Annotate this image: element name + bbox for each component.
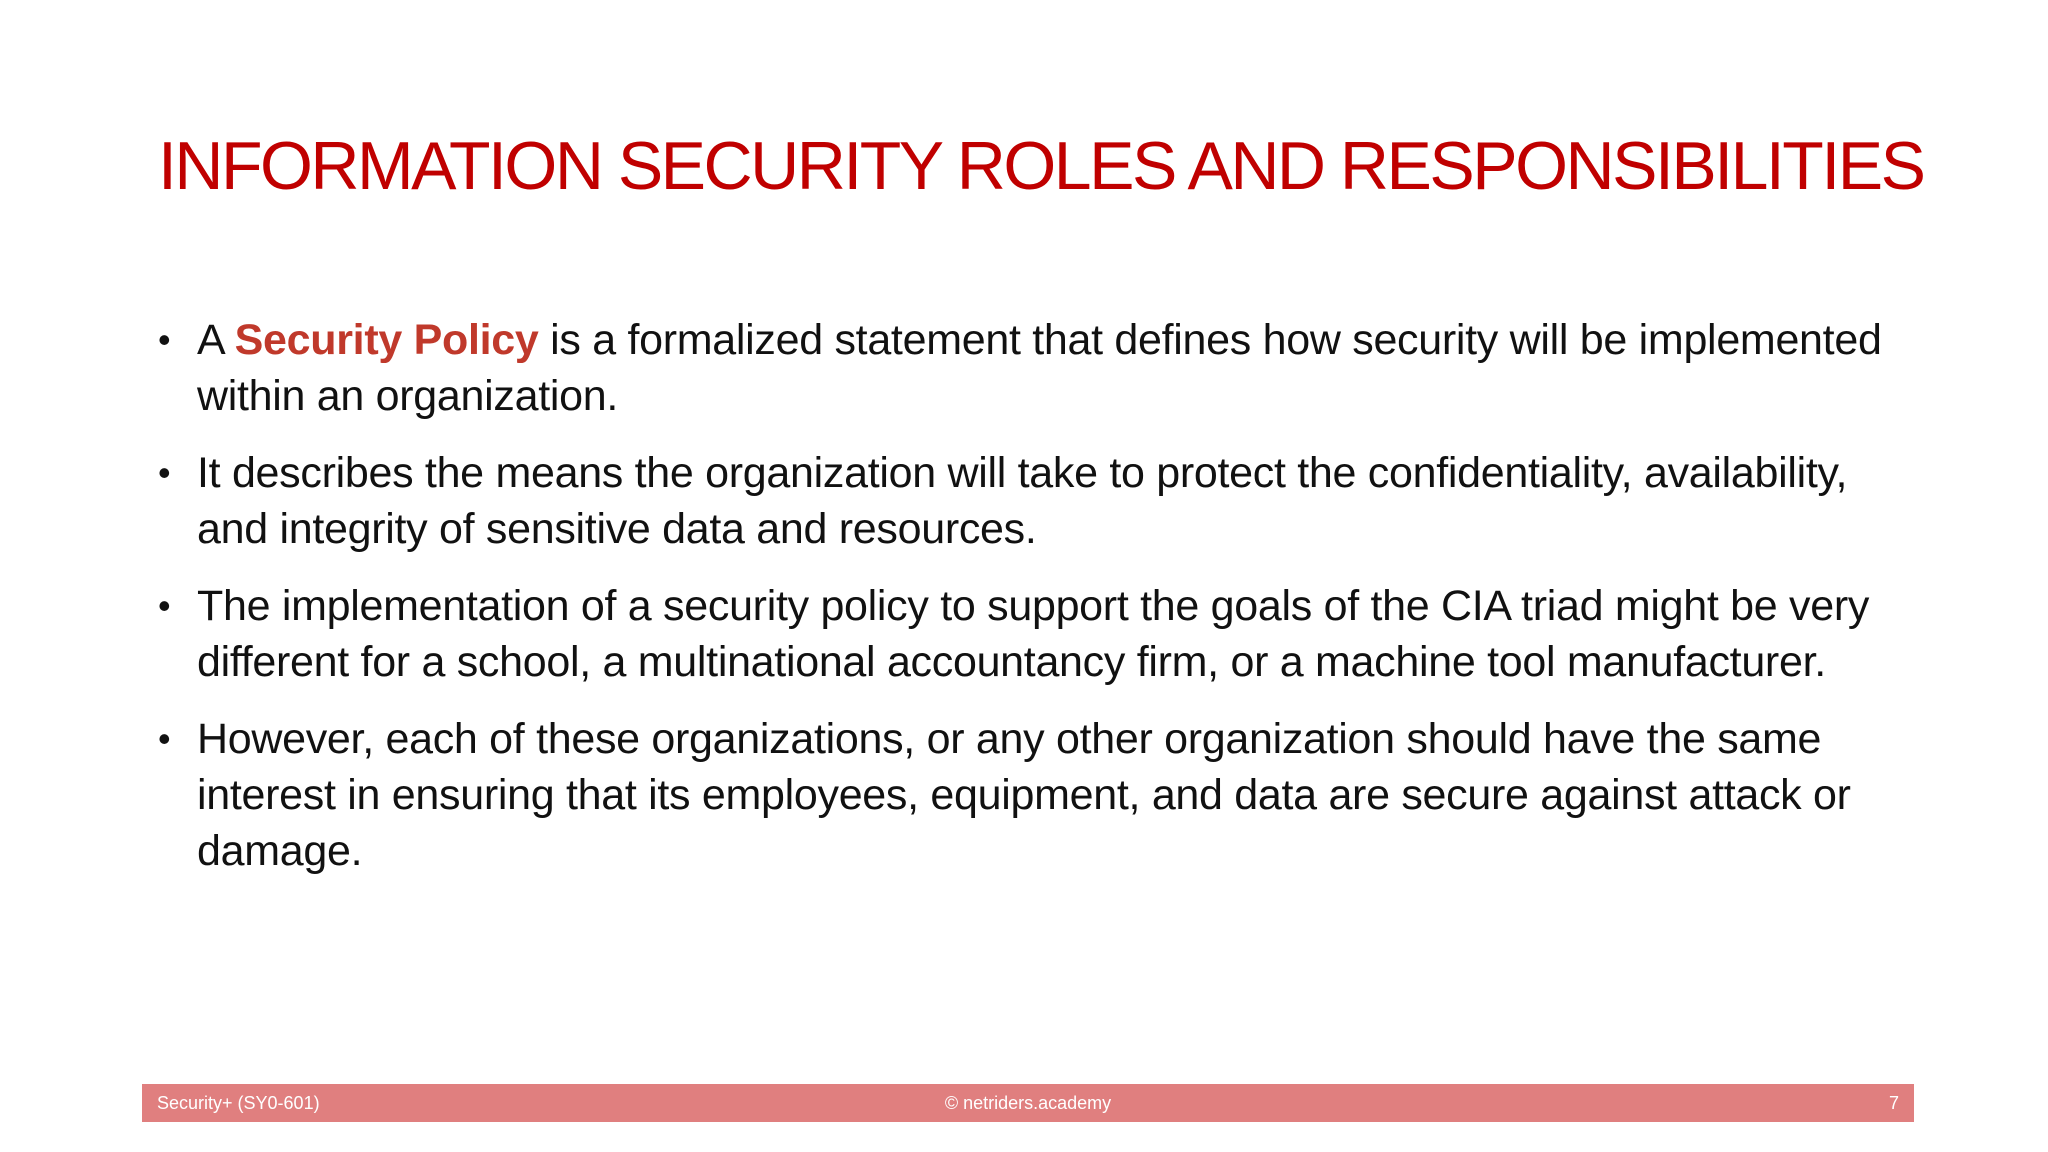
- bullet-item: [158, 445, 1918, 557]
- security-policy-term: Security Policy: [234, 316, 539, 364]
- footer-course-label: Security+ (SY0-601): [157, 1093, 320, 1113]
- bullet-dot: •: [158, 319, 171, 360]
- footer-bar: [142, 1084, 1914, 1122]
- bullet-dot: •: [158, 585, 171, 626]
- bullet-dot: •: [158, 452, 171, 493]
- footer-copyright: © netriders.academy: [944, 1093, 1112, 1113]
- bullet-text: The implementation of a security policy to support the goals of the CIA triad might be very different for a school, a multinational accountancy firm, or a machine tool manufacturer.: [197, 582, 1870, 686]
- footer-page-number: 7: [1888, 1093, 1899, 1113]
- bullet-text: It describes the means the organization will take to protect the confidentiality, availability, and integrity of sensitive data and resources.: [197, 449, 1848, 553]
- bullet-text: is a formalized statement that defines how security will be implemented within an organization.: [197, 316, 1882, 420]
- bullet-dot: •: [158, 718, 171, 759]
- bullet-item: [158, 711, 1918, 879]
- bullet-text: However, each of these organizations, or any other organization should have the same interest in ensuring that its employees, equipment, and data are secure against attack or damage.: [197, 715, 1851, 875]
- bullet-list: [158, 312, 1918, 900]
- bullet-item: [158, 578, 1918, 690]
- bullet-item: [158, 312, 1918, 424]
- slide-title: INFORMATION SECURITY ROLES AND RESPONSIBILITIES: [158, 128, 1924, 204]
- bullet-text-prefix: A: [197, 316, 235, 364]
